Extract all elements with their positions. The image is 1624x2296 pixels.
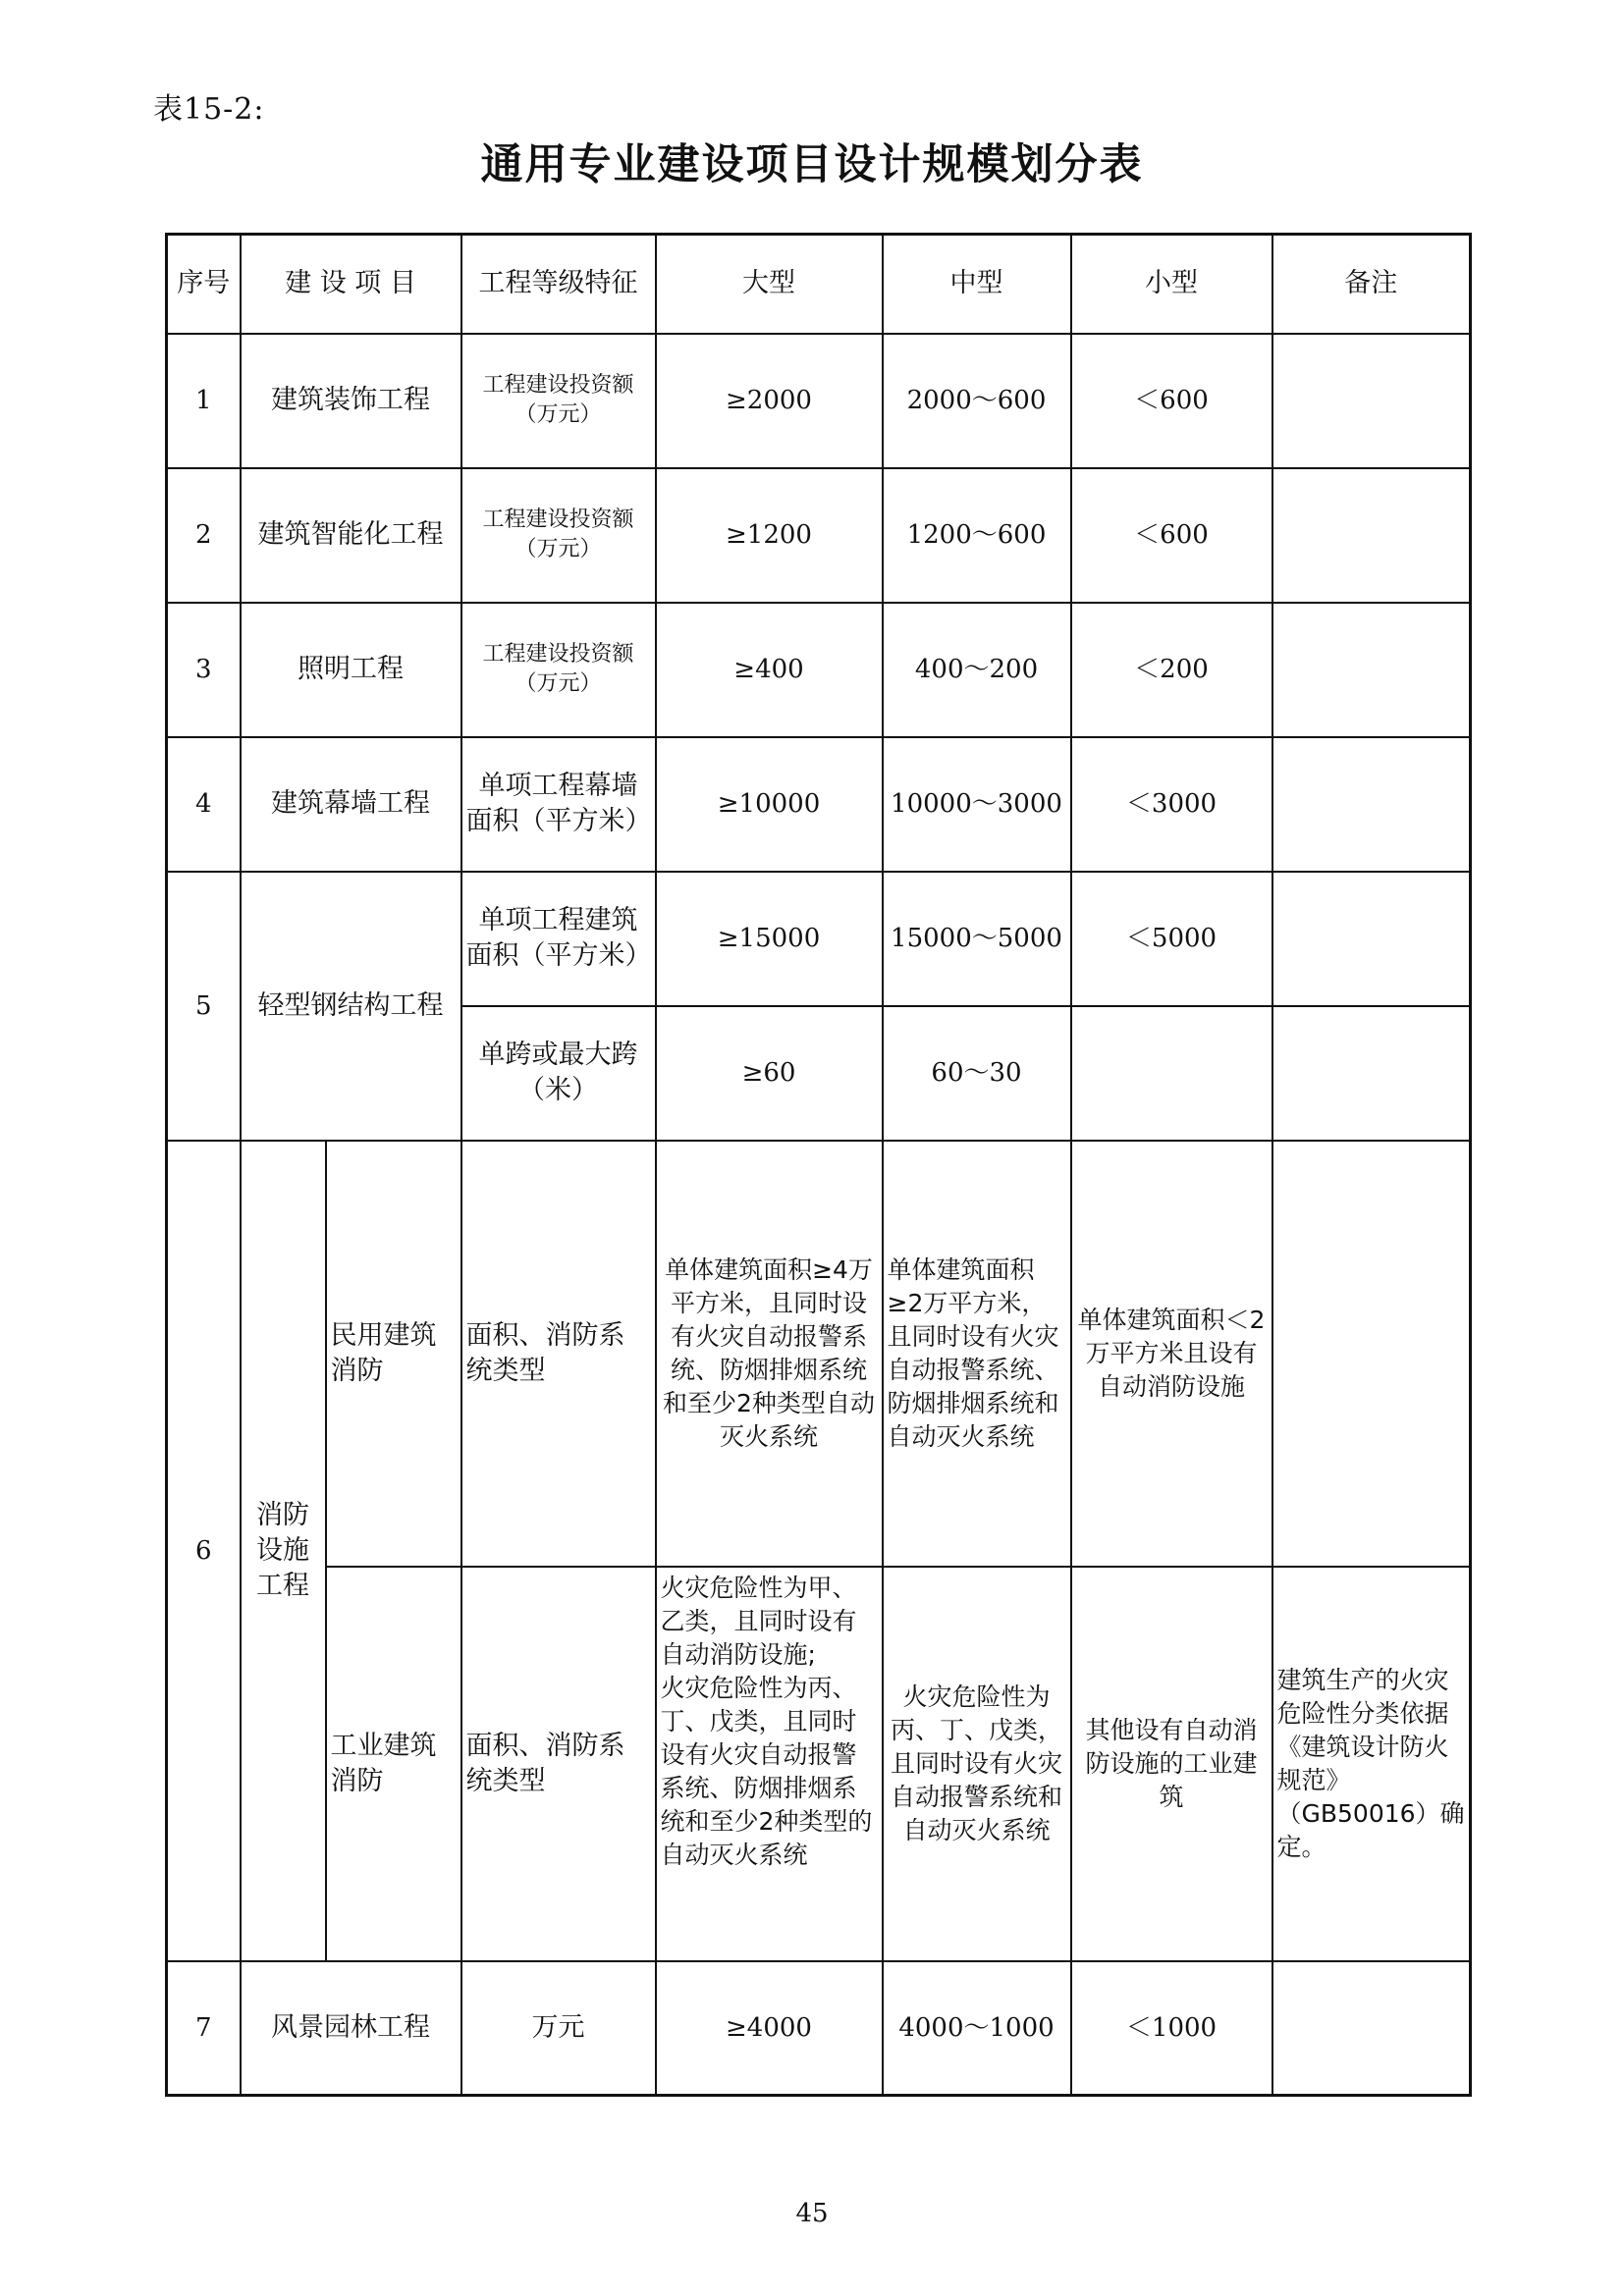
row-feature: 面积、消防系统类型 xyxy=(461,1141,656,1567)
header-medium: 中型 xyxy=(883,235,1071,334)
header-project: 建 设 项 目 xyxy=(241,235,461,334)
row-feature: 工程建设投资额 （万元） xyxy=(461,468,656,603)
row-medium: 4000～1000 xyxy=(883,1961,1071,2096)
row-remark xyxy=(1272,1141,1471,1567)
row-feature: 工程建设投资额 （万元） xyxy=(461,603,656,737)
row-seq: 6 xyxy=(167,1141,241,1961)
row-remark xyxy=(1272,1961,1471,2096)
row-small: ＜1000 xyxy=(1071,1961,1272,2096)
row-large: ≥10000 xyxy=(656,737,883,872)
row-project: 建筑智能化工程 xyxy=(241,468,461,603)
row-feature: 面积、消防系统类型 xyxy=(461,1567,656,1961)
row-remark: 建筑生产的火灾危险性分类依据《建筑设计防火规范》（GB50016）确定。 xyxy=(1272,1567,1471,1961)
row-remark xyxy=(1272,1006,1471,1141)
row-small: ＜200 xyxy=(1071,603,1272,737)
row-seq: 1 xyxy=(167,334,241,468)
row-project: 照明工程 xyxy=(241,603,461,737)
header-large: 大型 xyxy=(656,235,883,334)
row-remark xyxy=(1272,468,1471,603)
table-row xyxy=(167,468,1471,603)
row-feature: 单项工程建筑面积（平方米） xyxy=(461,872,656,1006)
row-large: ≥400 xyxy=(656,603,883,737)
row-seq: 5 xyxy=(167,872,241,1141)
row-seq: 4 xyxy=(167,737,241,872)
row-feature: 万元 xyxy=(461,1961,656,2096)
row-small: 其他设有自动消防设施的工业建筑 xyxy=(1071,1567,1272,1961)
header-remark: 备注 xyxy=(1272,235,1471,334)
header-seq: 序号 xyxy=(167,235,241,334)
row-project: 轻型钢结构工程 xyxy=(241,872,461,1141)
row-medium: 2000～600 xyxy=(883,334,1071,468)
row-medium: 400～200 xyxy=(883,603,1071,737)
row-feature: 单跨或最大跨（米） xyxy=(461,1006,656,1141)
header-feature: 工程等级特征 xyxy=(461,235,656,334)
table-row xyxy=(167,1961,1471,2096)
row-small: ＜5000 xyxy=(1071,872,1272,1006)
row-large: ≥60 xyxy=(656,1006,883,1141)
row-seq: 3 xyxy=(167,603,241,737)
row-medium: 单体建筑面积≥2万平方米，且同时设有火灾自动报警系统、防烟排烟系统和自动灭火系统 xyxy=(883,1141,1071,1567)
table-row xyxy=(167,1141,1471,1567)
row-large: ≥2000 xyxy=(656,334,883,468)
table-row xyxy=(167,603,1471,737)
table-row xyxy=(167,872,1471,1006)
row-feature: 工程建设投资额 （万元） xyxy=(461,334,656,468)
row-subproject: 工业建筑消防 xyxy=(326,1567,461,1961)
table-row xyxy=(167,737,1471,872)
row-medium: 火灾危险性为丙、丁、戊类，且同时设有火灾自动报警系统和自动灭火系统 xyxy=(883,1567,1071,1961)
row-seq: 7 xyxy=(167,1961,241,2096)
row-large: ≥1200 xyxy=(656,468,883,603)
row-large: ≥15000 xyxy=(656,872,883,1006)
row-large: 火灾危险性为甲、乙类，且同时设有自动消防设施; 火灾危险性为丙、丁、戊类，且同时设有火灾自动报警系统、防烟排烟系统和至少2种类型的自动灭火系统 xyxy=(656,1567,883,1961)
row-small: ＜600 xyxy=(1071,334,1272,468)
row-medium: 1200～600 xyxy=(883,468,1071,603)
row-subproject: 民用建筑消防 xyxy=(326,1141,461,1567)
row-small: ＜3000 xyxy=(1071,737,1272,872)
row-medium: 10000～3000 xyxy=(883,737,1071,872)
row-remark xyxy=(1272,334,1471,468)
row-large: ≥4000 xyxy=(656,1961,883,2096)
row-large: 单体建筑面积≥4万平方米，且同时设有火灾自动报警系统、防烟排烟系统和至少2种类型自动灭火系统 xyxy=(656,1141,883,1567)
row-small: ＜600 xyxy=(1071,468,1272,603)
row-project: 建筑幕墙工程 xyxy=(241,737,461,872)
table-row xyxy=(167,334,1471,468)
row-medium: 15000～5000 xyxy=(883,872,1071,1006)
row-small xyxy=(1071,1006,1272,1141)
document-title: 通用专业建设项目设计规模划分表 xyxy=(480,140,1144,189)
row-seq: 2 xyxy=(167,468,241,603)
row-remark xyxy=(1272,737,1471,872)
row-remark xyxy=(1272,603,1471,737)
table-label: 表15-2: xyxy=(153,92,265,127)
row-feature: 单项工程幕墙面积（平方米） xyxy=(461,737,656,872)
row-remark xyxy=(1272,872,1471,1006)
table-row xyxy=(167,1567,1471,1961)
row-small: 单体建筑面积＜2万平方米且设有自动消防设施 xyxy=(1071,1141,1272,1567)
row-project: 建筑装饰工程 xyxy=(241,334,461,468)
scale-classification-table xyxy=(165,233,1472,2097)
header-small: 小型 xyxy=(1071,235,1272,334)
page-number: 45 xyxy=(795,2199,829,2228)
row-project: 风景园林工程 xyxy=(241,1961,461,2096)
header-row xyxy=(167,235,1471,334)
row-project: 消防设施工程 xyxy=(241,1141,326,1961)
row-medium: 60～30 xyxy=(883,1006,1071,1141)
